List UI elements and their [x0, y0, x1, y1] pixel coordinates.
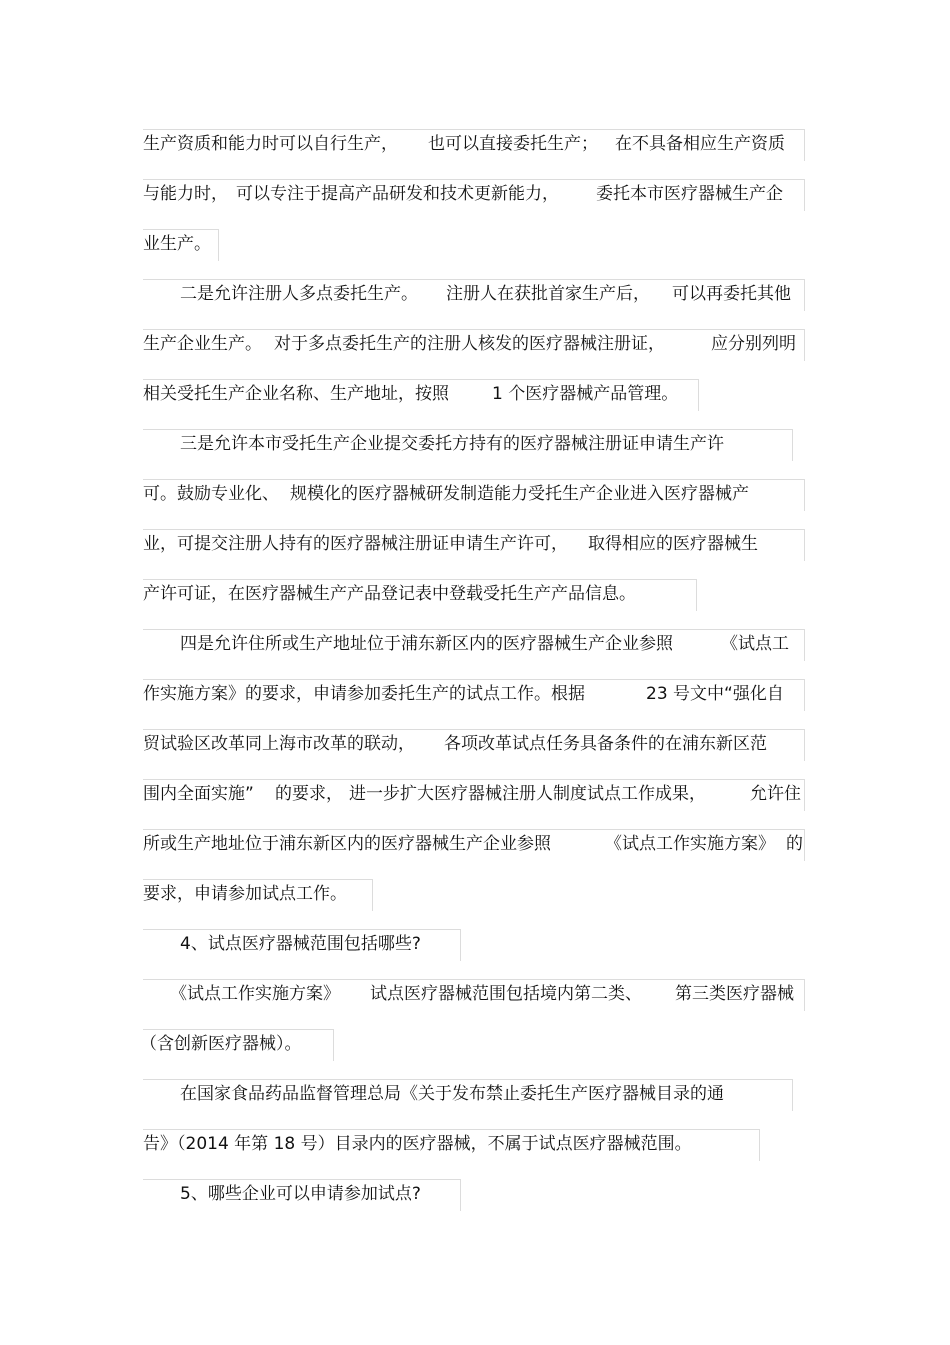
text-segment: 生产企业生产。 [143, 334, 262, 354]
text-segment: 《试点工 [721, 634, 789, 654]
text-line [0, 727, 950, 777]
text-segment: 在不具备相应生产资质 [615, 134, 785, 154]
text-segment: 规模化的医疗器械研发制造能力受托生产企业进入医疗器械产 [290, 484, 749, 504]
text-segment: 对于多点委托生产的注册人核发的医疗器械注册证， [274, 334, 665, 354]
text-segment: 告》（2014 年第 18 号）目录内的医疗器械，不属于试点医疗器械范围。 [143, 1134, 692, 1154]
text-segment: 可以再委托其他 [672, 284, 791, 304]
text-segment: 业，可提交注册人持有的医疗器械注册证申请生产许可， [143, 534, 568, 554]
text-line [0, 777, 950, 827]
text-segment: 二是允许注册人多点委托生产。 [180, 284, 418, 304]
text-segment: 取得相应的医疗器械生 [588, 534, 758, 554]
text-segment: 的要求， [275, 784, 343, 804]
text-line [0, 527, 950, 577]
text-line [0, 1177, 950, 1227]
text-segment: 也可以直接委托生产； [428, 134, 598, 154]
text-line [0, 677, 950, 727]
text-line [0, 827, 950, 877]
text-segment: 23 号文中“强化自 [646, 684, 784, 704]
text-segment: 可。鼓励专业化、 [143, 484, 279, 504]
text-line [0, 927, 950, 977]
text-line [0, 477, 950, 527]
text-line [0, 327, 950, 377]
text-line [0, 1127, 950, 1177]
text-segment: 贸试验区改革同上海市改革的联动， [143, 734, 415, 754]
text-segment: 要求，申请参加试点工作。 [143, 884, 347, 904]
text-segment: 作实施方案》的要求，申请参加委托生产的试点工作。根据 [143, 684, 585, 704]
text-segment: 产许可证，在医疗器械生产产品登记表中登载受托生产产品信息。 [143, 584, 636, 604]
text-segment: 《试点工作实施方案》 [170, 984, 340, 1004]
text-segment: 各项改革试点任务具备条件的在浦东新区范 [444, 734, 767, 754]
text-line [0, 127, 950, 177]
text-segment: （含创新医疗器械）。 [140, 1034, 302, 1054]
text-line [0, 977, 950, 1027]
text-line [0, 427, 950, 477]
text-segment: 的 [786, 834, 803, 854]
text-segment: 与能力时， [143, 184, 228, 204]
text-line [0, 227, 950, 277]
text-segment: 允许住 [750, 784, 801, 804]
text-segment: 1 个医疗器械产品管理。 [492, 384, 679, 404]
text-segment: 相关受托生产企业名称、生产地址，按照 [143, 384, 449, 404]
text-segment: 进一步扩大医疗器械注册人制度试点工作成果， [349, 784, 706, 804]
text-segment: 委托本市医疗器械生产企 [596, 184, 783, 204]
text-line [0, 1077, 950, 1127]
text-segment: 三是允许本市受托生产企业提交委托方持有的医疗器械注册证申请生产许 [180, 434, 724, 454]
text-segment: 试点医疗器械范围包括境内第二类、 [370, 984, 642, 1004]
text-line [0, 627, 950, 677]
text-segment: 第三类医疗器械 [675, 984, 794, 1004]
text-line [0, 1027, 950, 1077]
text-segment: 5、哪些企业可以申请参加试点? [180, 1184, 421, 1204]
text-segment: 《试点工作实施方案》 [605, 834, 775, 854]
text-line [0, 377, 950, 427]
text-segment: 4、试点医疗器械范围包括哪些? [180, 934, 421, 954]
text-segment: 在国家食品药品监督管理总局《关于发布禁止委托生产医疗器械目录的通 [180, 1084, 724, 1104]
text-line [0, 577, 950, 627]
text-segment: 应分别列明 [711, 334, 796, 354]
text-segment: 围内全面实施” [143, 784, 254, 804]
text-segment: 可以专注于提高产品研发和技术更新能力， [236, 184, 559, 204]
text-segment: 生产资质和能力时可以自行生产， [143, 134, 398, 154]
text-line [0, 177, 950, 227]
text-segment: 业生产。 [143, 234, 211, 254]
text-segment: 所或生产地址位于浦东新区内的医疗器械生产企业参照 [143, 834, 551, 854]
text-segment: 注册人在获批首家生产后， [446, 284, 650, 304]
text-line [0, 877, 950, 927]
text-segment: 四是允许住所或生产地址位于浦东新区内的医疗器械生产企业参照 [180, 634, 673, 654]
text-line [0, 277, 950, 327]
